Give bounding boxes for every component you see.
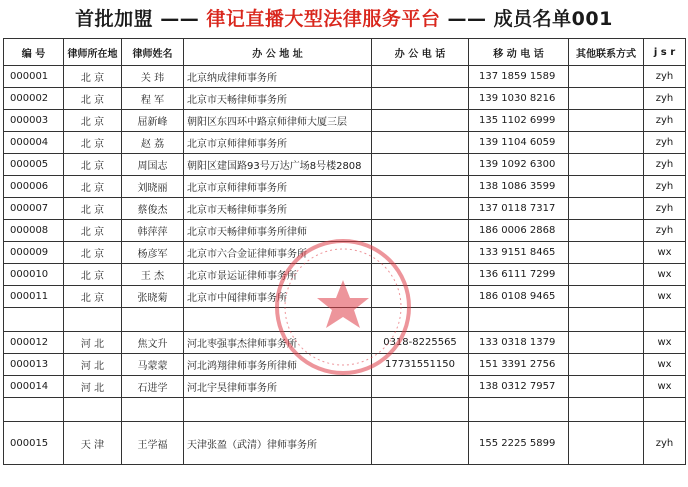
cell-office-phone — [372, 66, 469, 88]
cell-name: 屈新峰 — [122, 110, 184, 132]
header-mobile: 移 动 电 话 — [469, 39, 569, 66]
cell-office-phone — [372, 176, 469, 198]
cell-office-phone — [372, 198, 469, 220]
title-prefix: 首批加盟 —— — [75, 8, 200, 30]
cell-no — [4, 398, 64, 422]
table-row — [4, 422, 686, 465]
cell-office-phone — [372, 376, 469, 398]
table-row — [4, 332, 686, 354]
cell-address: 北京市京师律师事务所 — [184, 176, 372, 198]
cell-city: 北 京 — [64, 132, 122, 154]
cell-no: 000014 — [4, 376, 64, 398]
cell-no: 000008 — [4, 220, 64, 242]
cell-mobile — [469, 308, 569, 332]
cell-no: 000012 — [4, 332, 64, 354]
cell-no: 000006 — [4, 176, 64, 198]
cell-other-contact — [569, 220, 644, 242]
cell-no: 000001 — [4, 66, 64, 88]
cell-office-phone — [372, 220, 469, 242]
cell-city: 北 京 — [64, 264, 122, 286]
cell-no: 000003 — [4, 110, 64, 132]
cell-city: 河 北 — [64, 354, 122, 376]
cell-city: 北 京 — [64, 286, 122, 308]
cell-name: 赵 荔 — [122, 132, 184, 154]
cell-mobile: 133 0318 1379 — [469, 332, 569, 354]
cell-jsr: wx — [644, 264, 686, 286]
cell-other-contact — [569, 332, 644, 354]
cell-mobile: 186 0006 2868 — [469, 220, 569, 242]
header-office-phone: 办 公 电 话 — [372, 39, 469, 66]
cell-no: 000005 — [4, 154, 64, 176]
cell-city: 天 津 — [64, 422, 122, 465]
table-body — [4, 66, 686, 465]
table-row — [4, 242, 686, 264]
cell-no: 000002 — [4, 88, 64, 110]
table-header-row — [4, 39, 686, 66]
cell-no: 000010 — [4, 264, 64, 286]
cell-city: 北 京 — [64, 242, 122, 264]
cell-other-contact — [569, 286, 644, 308]
cell-other-contact — [569, 176, 644, 198]
cell-address: 北京市天畅律师事务所律师 — [184, 220, 372, 242]
cell-no: 000011 — [4, 286, 64, 308]
header-jsr: j s r — [644, 39, 686, 66]
cell-no: 000013 — [4, 354, 64, 376]
cell-office-phone — [372, 154, 469, 176]
cell-mobile: 133 9151 8465 — [469, 242, 569, 264]
table-row — [4, 66, 686, 88]
cell-city: 河 北 — [64, 332, 122, 354]
cell-jsr: zyh — [644, 220, 686, 242]
table-row — [4, 88, 686, 110]
cell-address — [184, 398, 372, 422]
cell-city: 北 京 — [64, 176, 122, 198]
cell-mobile: 136 6111 7299 — [469, 264, 569, 286]
cell-name: 韩萍萍 — [122, 220, 184, 242]
cell-address: 北京市景运证律师事务所 — [184, 264, 372, 286]
cell-other-contact — [569, 66, 644, 88]
cell-name: 张晓菊 — [122, 286, 184, 308]
header-address: 办 公 地 址 — [184, 39, 372, 66]
table-row — [4, 308, 686, 332]
cell-city: 河 北 — [64, 376, 122, 398]
cell-jsr: wx — [644, 242, 686, 264]
cell-city — [64, 398, 122, 422]
table-row — [4, 220, 686, 242]
header-no: 编 号 — [4, 39, 64, 66]
cell-name: 马蒙蒙 — [122, 354, 184, 376]
cell-mobile: 139 1092 6300 — [469, 154, 569, 176]
cell-address: 朝阳区建国路93号万达广场8号楼2808 — [184, 154, 372, 176]
cell-city: 北 京 — [64, 220, 122, 242]
title-suffix: —— 成员名单001 — [447, 8, 613, 30]
cell-address: 北京市天畅律师事务所 — [184, 198, 372, 220]
cell-other-contact — [569, 376, 644, 398]
cell-no: 000007 — [4, 198, 64, 220]
cell-jsr: zyh — [644, 176, 686, 198]
cell-no: 000015 — [4, 422, 64, 465]
cell-other-contact — [569, 154, 644, 176]
cell-jsr: zyh — [644, 422, 686, 465]
cell-city: 北 京 — [64, 154, 122, 176]
cell-mobile: 137 0118 7317 — [469, 198, 569, 220]
cell-mobile: 137 1859 1589 — [469, 66, 569, 88]
cell-city: 北 京 — [64, 66, 122, 88]
cell-office-phone — [372, 132, 469, 154]
cell-jsr: wx — [644, 376, 686, 398]
cell-address: 北京市京师律师事务所 — [184, 132, 372, 154]
cell-office-phone — [372, 398, 469, 422]
cell-name: 程 军 — [122, 88, 184, 110]
cell-name — [122, 308, 184, 332]
cell-mobile: 138 1086 3599 — [469, 176, 569, 198]
cell-name: 杨彦军 — [122, 242, 184, 264]
cell-jsr: zyh — [644, 132, 686, 154]
cell-other-contact — [569, 242, 644, 264]
cell-office-phone — [372, 422, 469, 465]
cell-no — [4, 308, 64, 332]
cell-name: 王 杰 — [122, 264, 184, 286]
table-row — [4, 286, 686, 308]
table-row — [4, 264, 686, 286]
cell-no: 000009 — [4, 242, 64, 264]
cell-name: 焦文升 — [122, 332, 184, 354]
cell-address: 北京市天畅律师事务所 — [184, 88, 372, 110]
member-table — [3, 38, 686, 465]
cell-name: 石进学 — [122, 376, 184, 398]
cell-mobile: 135 1102 6999 — [469, 110, 569, 132]
cell-address: 朝阳区东四环中路京师律师大厦三层 — [184, 110, 372, 132]
cell-name: 刘晓丽 — [122, 176, 184, 198]
cell-office-phone — [372, 286, 469, 308]
header-city: 律师所在地 — [64, 39, 122, 66]
cell-office-phone: 0318-8225565 — [372, 332, 469, 354]
cell-mobile — [469, 398, 569, 422]
header-name: 律师姓名 — [122, 39, 184, 66]
table-row — [4, 176, 686, 198]
cell-jsr: zyh — [644, 154, 686, 176]
cell-office-phone — [372, 242, 469, 264]
cell-mobile: 151 3391 2756 — [469, 354, 569, 376]
cell-address: 河北鸿翔律师事务所律师 — [184, 354, 372, 376]
cell-mobile: 138 0312 7957 — [469, 376, 569, 398]
table-row — [4, 110, 686, 132]
cell-no: 000004 — [4, 132, 64, 154]
cell-other-contact — [569, 422, 644, 465]
cell-address: 北京市中闻律师事务所 — [184, 286, 372, 308]
cell-other-contact — [569, 354, 644, 376]
cell-address: 河北宇昊律师事务所 — [184, 376, 372, 398]
cell-city: 北 京 — [64, 110, 122, 132]
table-row — [4, 154, 686, 176]
cell-other-contact — [569, 88, 644, 110]
cell-office-phone — [372, 88, 469, 110]
cell-address — [184, 308, 372, 332]
cell-city — [64, 308, 122, 332]
cell-address: 北京纳成律师事务所 — [184, 66, 372, 88]
cell-jsr: zyh — [644, 88, 686, 110]
cell-other-contact — [569, 398, 644, 422]
cell-address: 北京市六合金证律师事务所 — [184, 242, 372, 264]
cell-other-contact — [569, 198, 644, 220]
cell-mobile: 139 1030 8216 — [469, 88, 569, 110]
cell-jsr: wx — [644, 286, 686, 308]
cell-jsr: zyh — [644, 66, 686, 88]
cell-other-contact — [569, 308, 644, 332]
cell-jsr: zyh — [644, 198, 686, 220]
cell-name: 蔡俊杰 — [122, 198, 184, 220]
cell-jsr: zyh — [644, 110, 686, 132]
cell-name: 关 玮 — [122, 66, 184, 88]
cell-jsr: wx — [644, 332, 686, 354]
cell-office-phone — [372, 308, 469, 332]
cell-mobile: 155 2225 5899 — [469, 422, 569, 465]
cell-address: 天津张盈（武清）律师事务所 — [184, 422, 372, 465]
cell-office-phone: 17731551150 — [372, 354, 469, 376]
cell-other-contact — [569, 110, 644, 132]
cell-name: 王学福 — [122, 422, 184, 465]
page-title — [0, 4, 688, 34]
table-row — [4, 354, 686, 376]
cell-office-phone — [372, 264, 469, 286]
cell-office-phone — [372, 110, 469, 132]
table-row — [4, 132, 686, 154]
header-other-contact: 其他联系方式 — [569, 39, 644, 66]
cell-name: 周国志 — [122, 154, 184, 176]
cell-jsr: wx — [644, 354, 686, 376]
cell-mobile: 186 0108 9465 — [469, 286, 569, 308]
cell-other-contact — [569, 264, 644, 286]
cell-jsr — [644, 398, 686, 422]
table-row — [4, 198, 686, 220]
cell-city: 北 京 — [64, 88, 122, 110]
cell-name — [122, 398, 184, 422]
cell-jsr — [644, 308, 686, 332]
cell-address: 河北枣强事杰律师事务所 — [184, 332, 372, 354]
table-row — [4, 376, 686, 398]
title-highlight: 律记直播大型法律服务平台 — [206, 8, 441, 30]
cell-city: 北 京 — [64, 198, 122, 220]
cell-mobile: 139 1104 6059 — [469, 132, 569, 154]
cell-other-contact — [569, 132, 644, 154]
table-row — [4, 398, 686, 422]
